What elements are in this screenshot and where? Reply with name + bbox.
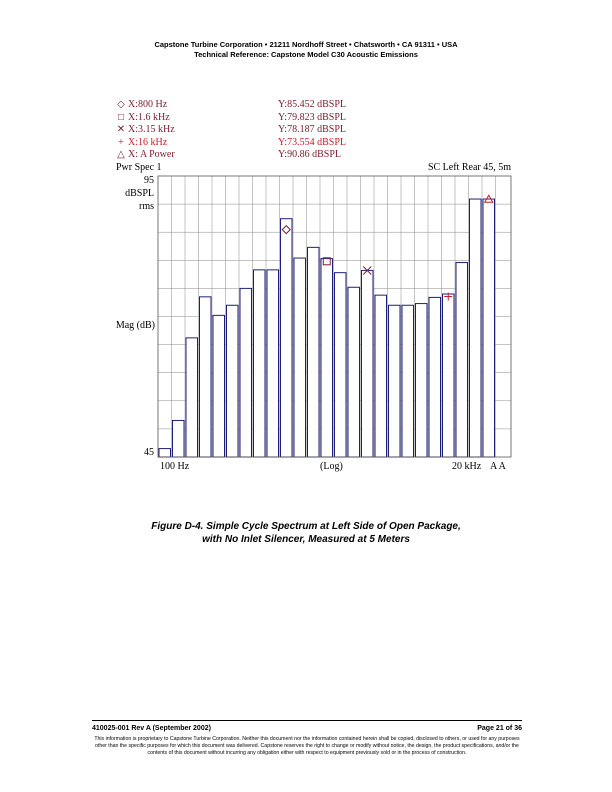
proprietary-notice: This information is proprietary to Capstone Turbine Corporation. Neither this document nor the information contained herein shall be copied, disclosed to others, or used for any purposes other than the specific purposes for which this document was delivered. Capstone reserves the right to change or modify without notice, the design, the product specifications, and/or the contents of this document without incurring any obligation either with respect to equipment previously sold or in the process of construction.	[94, 736, 520, 756]
y-unit-label: dBSPL	[125, 188, 154, 199]
spectrum-bar	[281, 219, 293, 457]
spectrum-bar	[321, 259, 333, 457]
document-number: 410025-001 Rev A (September 2002)	[92, 725, 211, 732]
marker-y-value: Y:85.452 dBSPL	[278, 99, 346, 110]
spectrum-bar	[429, 297, 441, 457]
spectrum-bar	[186, 338, 198, 457]
x-tick-left: 100 Hz	[160, 461, 190, 472]
spectrum-bar	[267, 270, 279, 457]
marker-x-value: X:3.15 kHz	[128, 124, 175, 135]
spectrum-bar	[213, 315, 225, 457]
y-tick-bottom: 45	[144, 447, 154, 458]
marker-y-value: Y:73.554 dBSPL	[278, 136, 346, 148]
chart-title-right: SC Left Rear 45, 5m	[427, 162, 511, 173]
caption-line-1: Figure D-4. Simple Cycle Spectrum at Left Side of Open Package,	[151, 521, 461, 532]
y-tick-top: 95	[144, 175, 154, 186]
spectrum-bar	[402, 305, 414, 457]
spectrum-bar	[443, 294, 455, 457]
spectrum-bar	[348, 287, 360, 457]
spectrum-bar	[308, 247, 320, 457]
spectrum-bar	[375, 295, 387, 457]
header-reference-line: Technical Reference: Capstone Model C30 Acoustic Emissions	[194, 49, 418, 59]
x-mark-icon: ✕	[116, 124, 126, 135]
y-axis-label: Mag (dB)	[115, 320, 155, 331]
spectrum-bar	[362, 270, 374, 457]
footer-divider	[92, 720, 522, 721]
spectrum-bar	[240, 288, 252, 457]
spectrum-bar	[173, 420, 185, 457]
marker-x-value: X:16 kHz	[128, 136, 168, 148]
figure-caption	[0, 520, 612, 546]
x-tick-mid: (Log)	[320, 461, 343, 472]
marker-x-value: X: A Power	[128, 149, 175, 160]
spectrum-bar	[335, 273, 347, 457]
spectrum-bar	[416, 304, 428, 457]
caption-line-2: with No Inlet Silencer, Measured at 5 Meters	[202, 534, 410, 545]
diamond-icon: ◇	[117, 99, 125, 110]
spectrum-bar	[254, 270, 266, 457]
marker-y-value: Y:90.86 dBSPL	[278, 149, 341, 160]
x-tick-right: 20 kHz	[452, 461, 482, 472]
header-company-line: Capstone Turbine Corporation • 21211 Nordhoff Street • Chatsworth • CA 91311 • USA	[154, 40, 458, 49]
spectrum-bar	[456, 263, 468, 457]
x-tick-aa: A A	[490, 461, 506, 472]
spectrum-bar	[389, 305, 401, 457]
y-unit-rms-label: rms	[139, 201, 154, 212]
square-icon: □	[117, 111, 125, 123]
spectrum-bar	[470, 199, 482, 457]
marker-x-value: X:1.6 kHz	[128, 111, 170, 123]
marker-y-value: Y:79.823 dBSPL	[278, 111, 346, 123]
spectrum-bar	[200, 297, 212, 457]
spectrum-bar	[294, 258, 306, 457]
marker-y-value: Y:78.187 dBSPL	[278, 124, 346, 135]
page-number: Page 21 of 36	[477, 725, 522, 732]
chart-title-left: Pwr Spec 1	[116, 162, 162, 173]
marker-x-value: X:800 Hz	[128, 99, 168, 110]
triangle-icon: △	[117, 149, 125, 160]
spectrum-bar	[227, 305, 239, 457]
spectrum-bar	[159, 449, 171, 457]
spectrum-bar	[483, 199, 495, 457]
plus-icon: +	[118, 136, 124, 148]
